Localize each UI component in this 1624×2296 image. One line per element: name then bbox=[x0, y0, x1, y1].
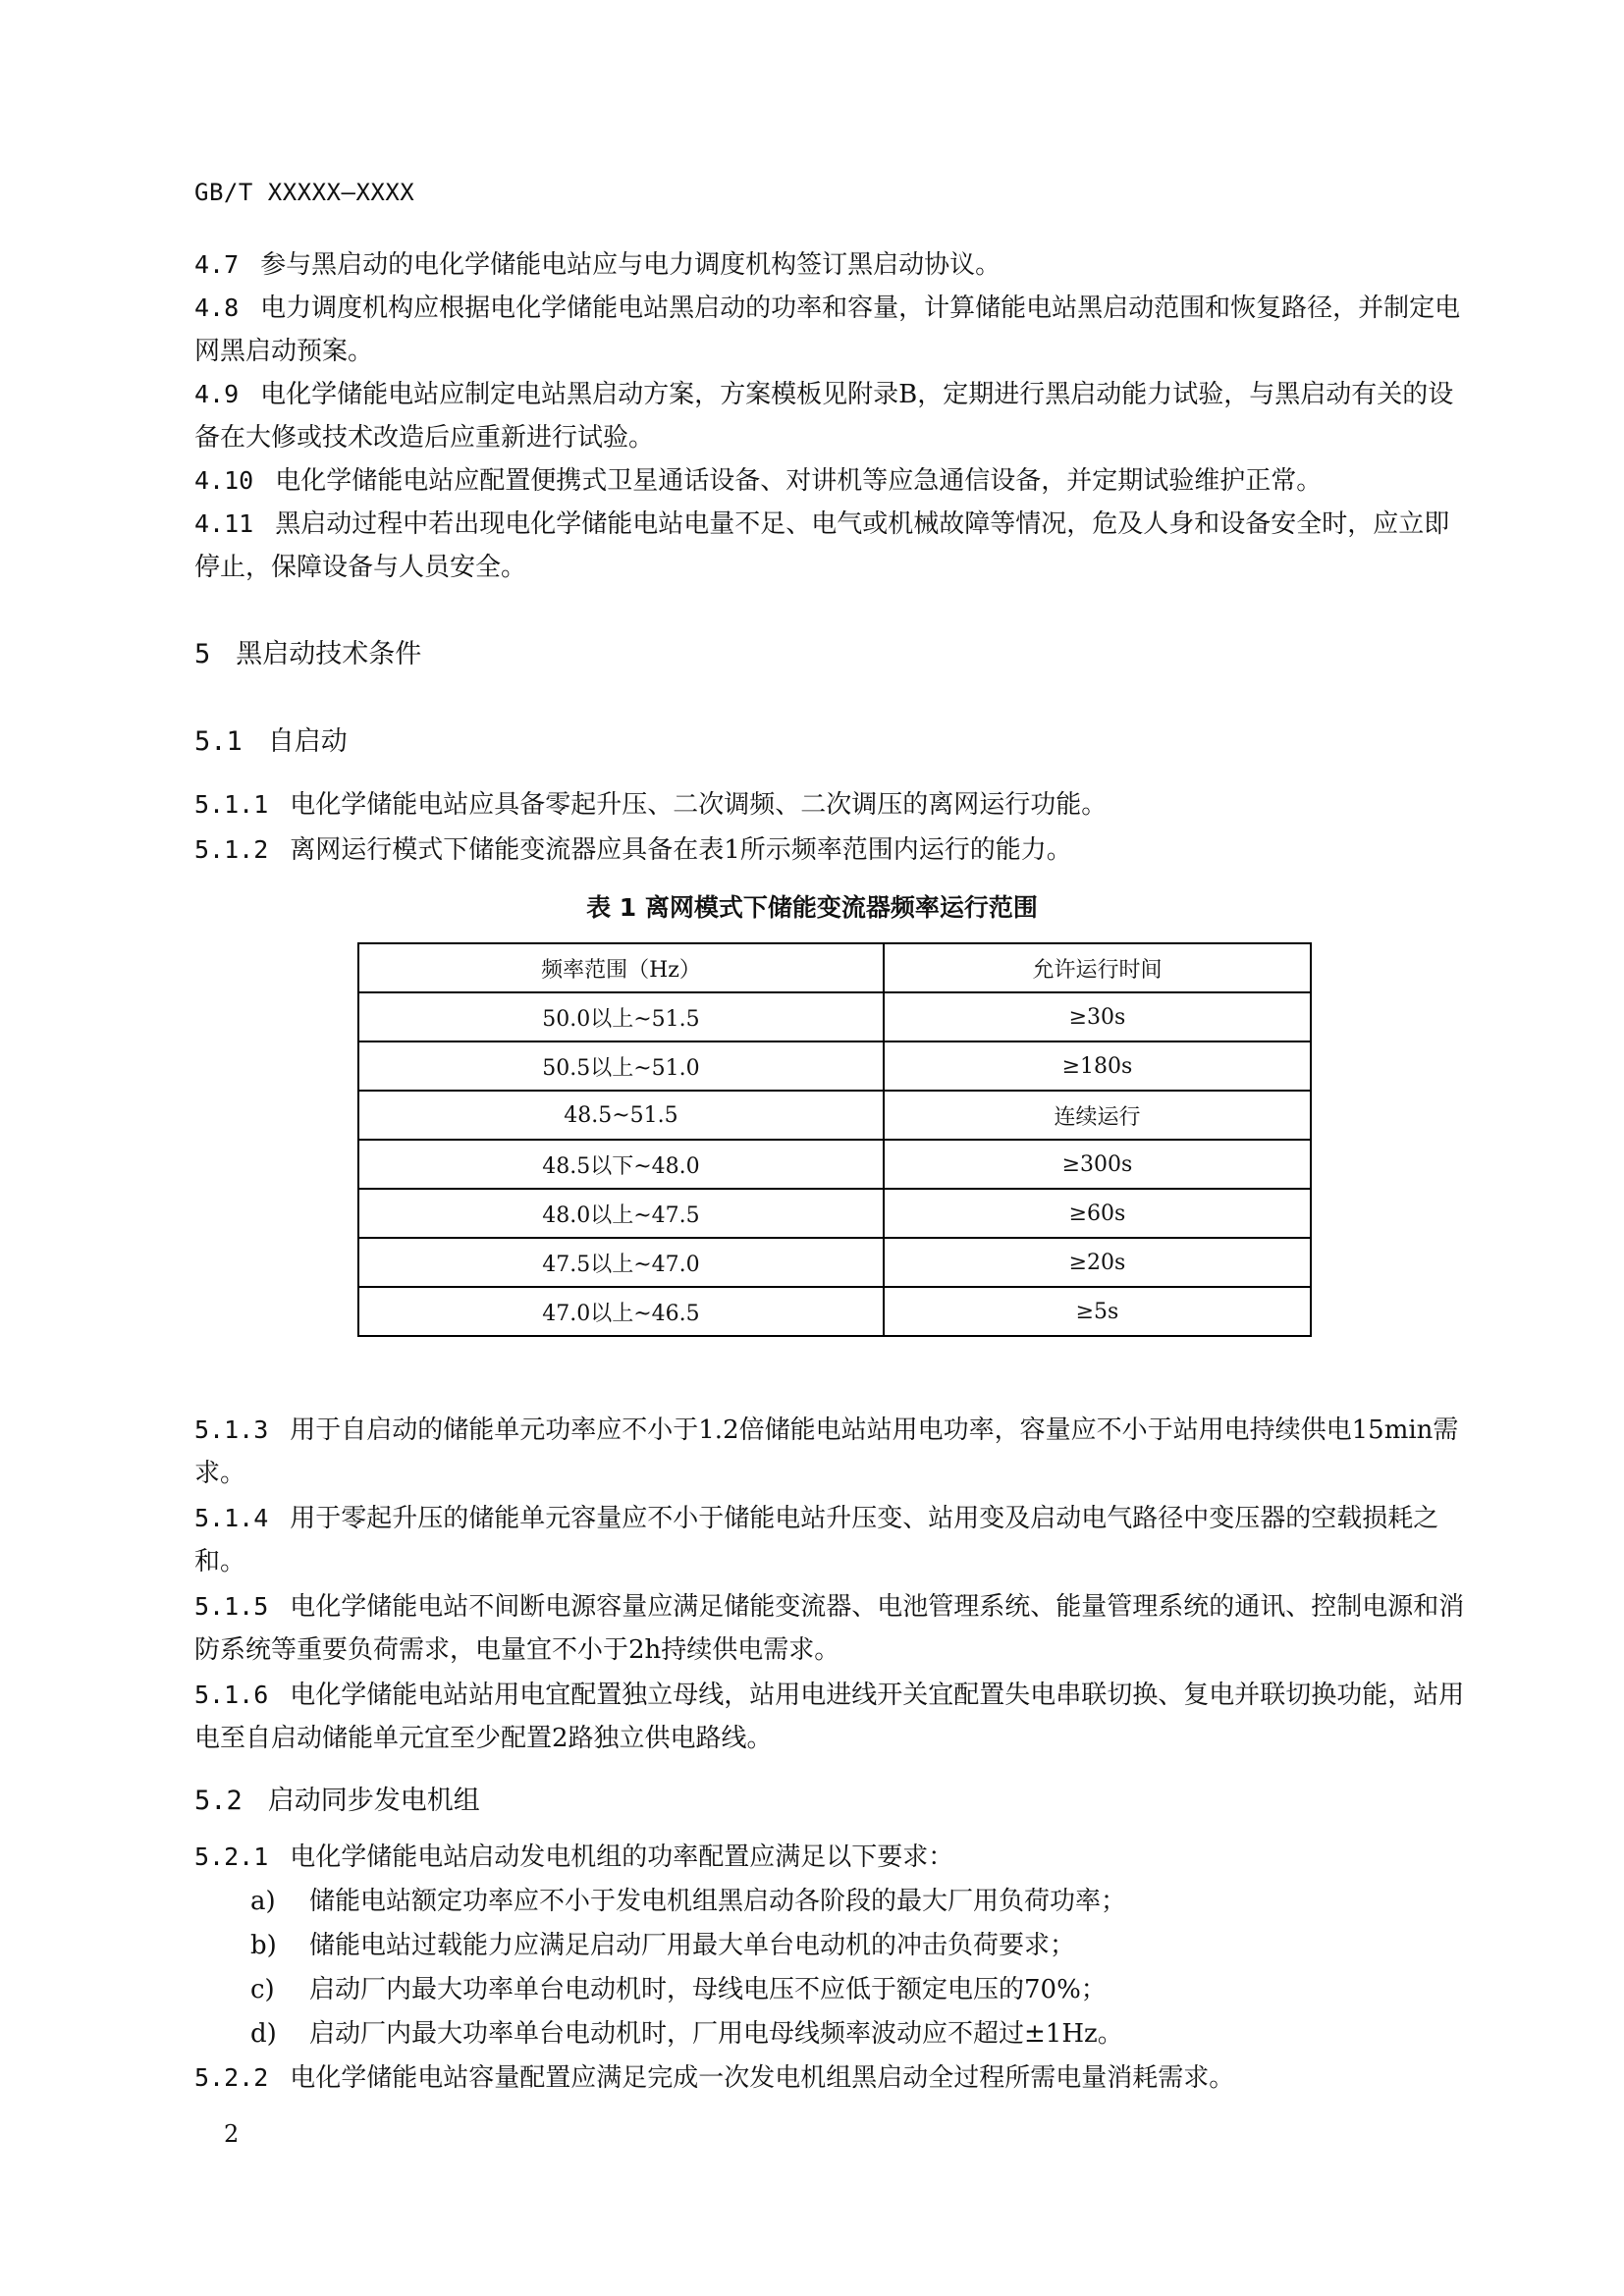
list-text: 储能电站过载能力应满足启动厂用最大单台电动机的冲击负荷要求； bbox=[309, 1931, 1076, 1960]
section-title: 黑启动技术条件 bbox=[236, 639, 422, 669]
clause-text: 电化学储能电站不间断电源容量应满足储能变流器、电池管理系统、能量管理系统的通讯、控制电源和消防系统等重要负荷需求，电量宜不小于2h持续供电需求。 bbox=[194, 1592, 1465, 1665]
cell-allowed-time: ≥180s bbox=[884, 1041, 1311, 1091]
clause-4-7 bbox=[194, 243, 1471, 287]
clause-5-2-2 bbox=[194, 2056, 1471, 2100]
clause-text: 用于零起升压的储能单元容量应不小于储能电站升压变、站用变及启动电气路径中变压器的空载损耗之和。 bbox=[194, 1504, 1439, 1576]
table-row bbox=[358, 992, 1311, 1041]
cell-allowed-time: ≥30s bbox=[884, 992, 1311, 1041]
clause-text: 离网运行模式下储能变流器应具备在表1所示频率范围内运行的能力。 bbox=[290, 835, 1072, 865]
cell-frequency-range: 50.0以上~51.5 bbox=[358, 992, 884, 1041]
table-row bbox=[358, 1287, 1311, 1336]
clause-4-11 bbox=[194, 503, 1471, 589]
list-text: 启动厂内最大功率单台电动机时，母线电压不应低于额定电压的70%； bbox=[309, 1975, 1107, 2004]
list-item bbox=[250, 1880, 1126, 1923]
cell-frequency-range: 50.5以上~51.0 bbox=[358, 1041, 884, 1091]
clause-4-10 bbox=[194, 459, 1471, 503]
list-label: b) bbox=[250, 1931, 277, 1960]
table-row bbox=[358, 1091, 1311, 1140]
section-number: 5 bbox=[194, 639, 211, 669]
clause-number: 5.1.2 bbox=[194, 835, 269, 864]
table-row bbox=[358, 1140, 1311, 1189]
section-number: 5.1 bbox=[194, 726, 243, 757]
clause-5-2-1 bbox=[194, 1836, 1471, 1879]
cell-frequency-range: 47.0以上~46.5 bbox=[358, 1287, 884, 1336]
list-item bbox=[250, 1924, 1075, 1967]
clause-4-8 bbox=[194, 287, 1471, 373]
cell-frequency-range: 48.5以下~48.0 bbox=[358, 1140, 884, 1189]
clause-text: 电化学储能电站启动发电机组的功率配置应满足以下要求： bbox=[290, 1842, 954, 1872]
clause-5-1-6 bbox=[194, 1674, 1471, 1760]
frequency-range-table bbox=[357, 942, 1312, 1337]
section-title: 启动同步发电机组 bbox=[267, 1786, 480, 1816]
clause-number: 4.10 bbox=[194, 466, 254, 495]
cell-allowed-time: ≥5s bbox=[884, 1287, 1311, 1336]
cell-frequency-range: 48.5~51.5 bbox=[358, 1091, 884, 1140]
clause-5-1-1 bbox=[194, 783, 1471, 827]
list-text: 储能电站额定功率应不小于发电机组黑启动各阶段的最大厂用负荷功率； bbox=[309, 1887, 1127, 1916]
clause-number: 5.2.2 bbox=[194, 2063, 269, 2092]
clause-number: 4.11 bbox=[194, 509, 254, 538]
section-5-1-heading bbox=[194, 720, 348, 758]
page-number: 2 bbox=[224, 2120, 240, 2148]
clause-text: 黑启动过程中若出现电化学储能电站电量不足、电气或机械故障等情况，危及人身和设备安全时，应立即停止，保障设备与人员安全。 bbox=[194, 509, 1450, 582]
clause-text: 电化学储能电站应配置便携式卫星通话设备、对讲机等应急通信设备，并定期试验维护正常。 bbox=[275, 466, 1323, 496]
clause-number: 4.8 bbox=[194, 294, 240, 322]
section-5-heading bbox=[194, 632, 421, 670]
table-caption: 表 1 离网模式下储能变流器频率运行范围 bbox=[586, 893, 1038, 922]
cell-frequency-range: 47.5以上~47.0 bbox=[358, 1238, 884, 1287]
section-5-2-heading bbox=[194, 1779, 480, 1817]
section-number: 5.2 bbox=[194, 1786, 243, 1816]
section-title: 自启动 bbox=[267, 726, 348, 757]
table-header-row bbox=[358, 943, 1311, 992]
clause-text: 电化学储能电站站用电宜配置独立母线，站用电进线开关宜配置失电串联切换、复电并联切换功能，站用电至自启动储能单元宜至少配置2路独立供电路线。 bbox=[194, 1681, 1465, 1753]
clause-text: 电化学储能电站应具备零起升压、二次调频、二次调压的离网运行功能。 bbox=[290, 790, 1108, 820]
clause-text: 参与黑启动的电化学储能电站应与电力调度机构签订黑启动协议。 bbox=[260, 250, 1001, 280]
clause-text: 电力调度机构应根据电化学储能电站黑启动的功率和容量，计算储能电站黑启动范围和恢复路径，并制定电网黑启动预案。 bbox=[194, 294, 1461, 366]
clause-5-1-4 bbox=[194, 1497, 1471, 1583]
clause-number: 5.2.1 bbox=[194, 1842, 269, 1871]
clause-text: 电化学储能电站容量配置应满足完成一次发电机组黑启动全过程所需电量消耗需求。 bbox=[290, 2063, 1235, 2093]
clause-text: 电化学储能电站应制定电站黑启动方案，方案模板见附录B，定期进行黑启动能力试验，与黑启动有关的设备在大修或技术改造后应重新进行试验。 bbox=[194, 380, 1454, 453]
list-label: a) bbox=[250, 1887, 276, 1916]
clause-number: 5.1.1 bbox=[194, 790, 269, 819]
clause-4-9 bbox=[194, 373, 1471, 459]
cell-allowed-time: 连续运行 bbox=[884, 1091, 1311, 1140]
cell-allowed-time: ≥20s bbox=[884, 1238, 1311, 1287]
header-allowed-time: 允许运行时间 bbox=[884, 943, 1311, 992]
cell-frequency-range: 48.0以上~47.5 bbox=[358, 1189, 884, 1238]
clause-number: 5.1.3 bbox=[194, 1415, 269, 1444]
list-text: 启动厂内最大功率单台电动机时，厂用电母线频率波动应不超过±1Hz。 bbox=[309, 2019, 1123, 2049]
table-row bbox=[358, 1238, 1311, 1287]
clause-5-1-2 bbox=[194, 828, 1471, 872]
clause-number: 4.9 bbox=[194, 380, 240, 408]
clause-number: 5.1.6 bbox=[194, 1681, 269, 1709]
cell-allowed-time: ≥300s bbox=[884, 1140, 1311, 1189]
clause-number: 4.7 bbox=[194, 250, 240, 279]
header-frequency-range: 频率范围（Hz） bbox=[358, 943, 884, 992]
list-label: c) bbox=[250, 1975, 275, 2004]
clause-5-1-5 bbox=[194, 1585, 1471, 1672]
document-code: GB/T XXXXX—XXXX bbox=[194, 179, 415, 206]
list-item bbox=[250, 1968, 1107, 2011]
clause-number: 5.1.4 bbox=[194, 1504, 269, 1532]
table-row bbox=[358, 1041, 1311, 1091]
clause-number: 5.1.5 bbox=[194, 1592, 269, 1621]
cell-allowed-time: ≥60s bbox=[884, 1189, 1311, 1238]
table-row bbox=[358, 1189, 1311, 1238]
list-item bbox=[250, 2012, 1123, 2056]
clause-text: 用于自启动的储能单元功率应不小于1.2倍储能电站站用电功率，容量应不小于站用电持续供电15min需求。 bbox=[194, 1415, 1459, 1488]
clause-5-1-3 bbox=[194, 1409, 1471, 1495]
list-label: d) bbox=[250, 2019, 277, 2049]
